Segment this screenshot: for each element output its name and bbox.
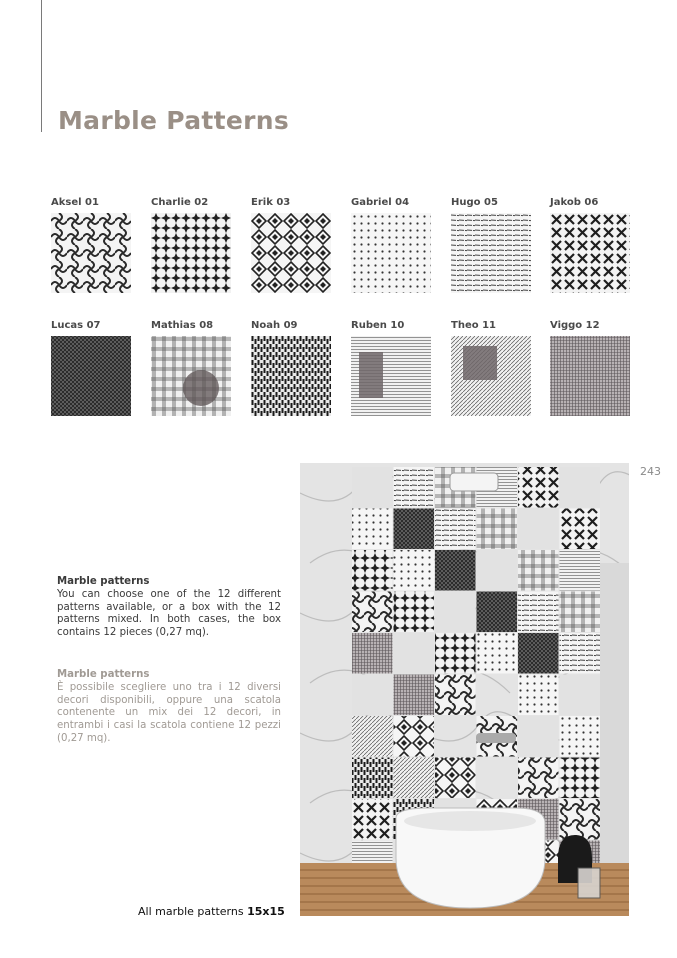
wall-tile xyxy=(394,550,435,591)
wall-tile xyxy=(352,716,393,757)
wall-tile xyxy=(435,758,476,799)
wall-tile xyxy=(560,509,601,550)
wall-tile xyxy=(435,509,476,550)
wall-tile xyxy=(560,467,601,508)
wall-tile xyxy=(435,675,476,716)
pattern-card xyxy=(51,197,131,293)
pattern-swatch-aksel xyxy=(51,213,131,293)
pattern-card xyxy=(251,197,331,293)
pattern-card xyxy=(550,197,630,293)
wall-tile xyxy=(394,716,435,757)
wall-tile xyxy=(352,550,393,591)
pattern-swatch-ruben xyxy=(351,336,431,416)
description-body: È possibile scegliere uno tra i 12 diversi decori disponibili, oppure una scatola contenente un mix dei 12 decori, in entrambi i casi la scatola contiene 12 pezzi (0,27 mq). xyxy=(57,681,281,744)
pattern-card xyxy=(151,197,231,293)
wall-tile xyxy=(352,592,393,633)
wall-tile xyxy=(560,592,601,633)
description-body: You can choose one of the 12 different patterns available, or a box with the 12 patterns mixed. In both cases, the box contains 12 pieces (0,27 mq). xyxy=(57,588,281,639)
wall-tile xyxy=(518,550,559,591)
pattern-label: Ruben 10 xyxy=(351,320,405,331)
wall-tile xyxy=(394,592,435,633)
wall-tile xyxy=(394,675,435,716)
wall-tile xyxy=(394,758,435,799)
pattern-swatch-noah xyxy=(251,336,331,416)
description-italian xyxy=(57,669,281,746)
pattern-card xyxy=(51,320,131,416)
wall-tile xyxy=(560,633,601,674)
pattern-label: Mathias 08 xyxy=(151,320,214,331)
pattern-card xyxy=(351,320,431,416)
pattern-label: Noah 09 xyxy=(251,320,298,331)
wall-tile xyxy=(352,799,393,840)
pattern-label: Aksel 01 xyxy=(51,197,99,208)
pattern-card xyxy=(550,320,630,416)
pattern-card xyxy=(451,320,531,416)
wall-tile xyxy=(518,592,559,633)
pattern-swatch-lucas xyxy=(51,336,131,416)
pattern-swatch-viggo xyxy=(550,336,630,416)
wall-tile xyxy=(560,758,601,799)
description-english xyxy=(57,576,281,640)
pattern-label: Lucas 07 xyxy=(51,320,101,331)
wall-tile xyxy=(435,550,476,591)
pattern-label: Viggo 12 xyxy=(550,320,600,331)
wall-tile xyxy=(477,592,518,633)
wall-tile xyxy=(352,467,393,508)
wall-tile xyxy=(518,467,559,508)
pattern-card xyxy=(351,197,431,293)
caption xyxy=(138,905,285,918)
wall-tile xyxy=(352,758,393,799)
pattern-label: Jakob 06 xyxy=(550,197,599,208)
pattern-swatch-mathias xyxy=(151,336,231,416)
pattern-swatch-jakob xyxy=(550,213,630,293)
wall-tile xyxy=(477,509,518,550)
pattern-swatch-charlie xyxy=(151,213,231,293)
wall-tile xyxy=(518,758,559,799)
pattern-card xyxy=(151,320,231,416)
vertical-rule xyxy=(41,0,42,132)
wall-tile xyxy=(560,716,601,757)
wall-tile xyxy=(352,633,393,674)
wall-tile xyxy=(477,633,518,674)
wall-tile xyxy=(352,509,393,550)
wall-tile xyxy=(477,550,518,591)
pattern-swatch-erik xyxy=(251,213,331,293)
wall-tile xyxy=(394,633,435,674)
wall-tile xyxy=(394,467,435,508)
page-number: 243 xyxy=(640,465,661,478)
page-title: Marble Patterns xyxy=(58,106,290,135)
description-heading: Marble patterns xyxy=(57,669,150,680)
pattern-card xyxy=(251,320,331,416)
wall-tile xyxy=(518,716,559,757)
wall-tile xyxy=(435,633,476,674)
pattern-label: Theo 11 xyxy=(451,320,496,331)
pattern-label: Gabriel 04 xyxy=(351,197,410,208)
wall-tile xyxy=(352,675,393,716)
pattern-label: Charlie 02 xyxy=(151,197,209,208)
wall-tile xyxy=(518,509,559,550)
wall-tile xyxy=(435,592,476,633)
pattern-swatch-hugo xyxy=(451,213,531,293)
pattern-card xyxy=(451,197,531,293)
wall-tile xyxy=(560,799,601,840)
wall-tile xyxy=(518,633,559,674)
pattern-label: Erik 03 xyxy=(251,197,291,208)
bathroom-photo xyxy=(300,463,629,916)
caption-size: 15x15 xyxy=(247,905,285,918)
pattern-label: Hugo 05 xyxy=(451,197,498,208)
wall-tile xyxy=(518,675,559,716)
wall-tile xyxy=(560,550,601,591)
caption-prefix: All marble patterns xyxy=(138,905,244,918)
description-heading: Marble patterns xyxy=(57,576,150,587)
wall-tile xyxy=(560,675,601,716)
pattern-swatch-gabriel xyxy=(351,213,431,293)
wall-tile xyxy=(394,509,435,550)
pattern-swatch-theo xyxy=(451,336,531,416)
